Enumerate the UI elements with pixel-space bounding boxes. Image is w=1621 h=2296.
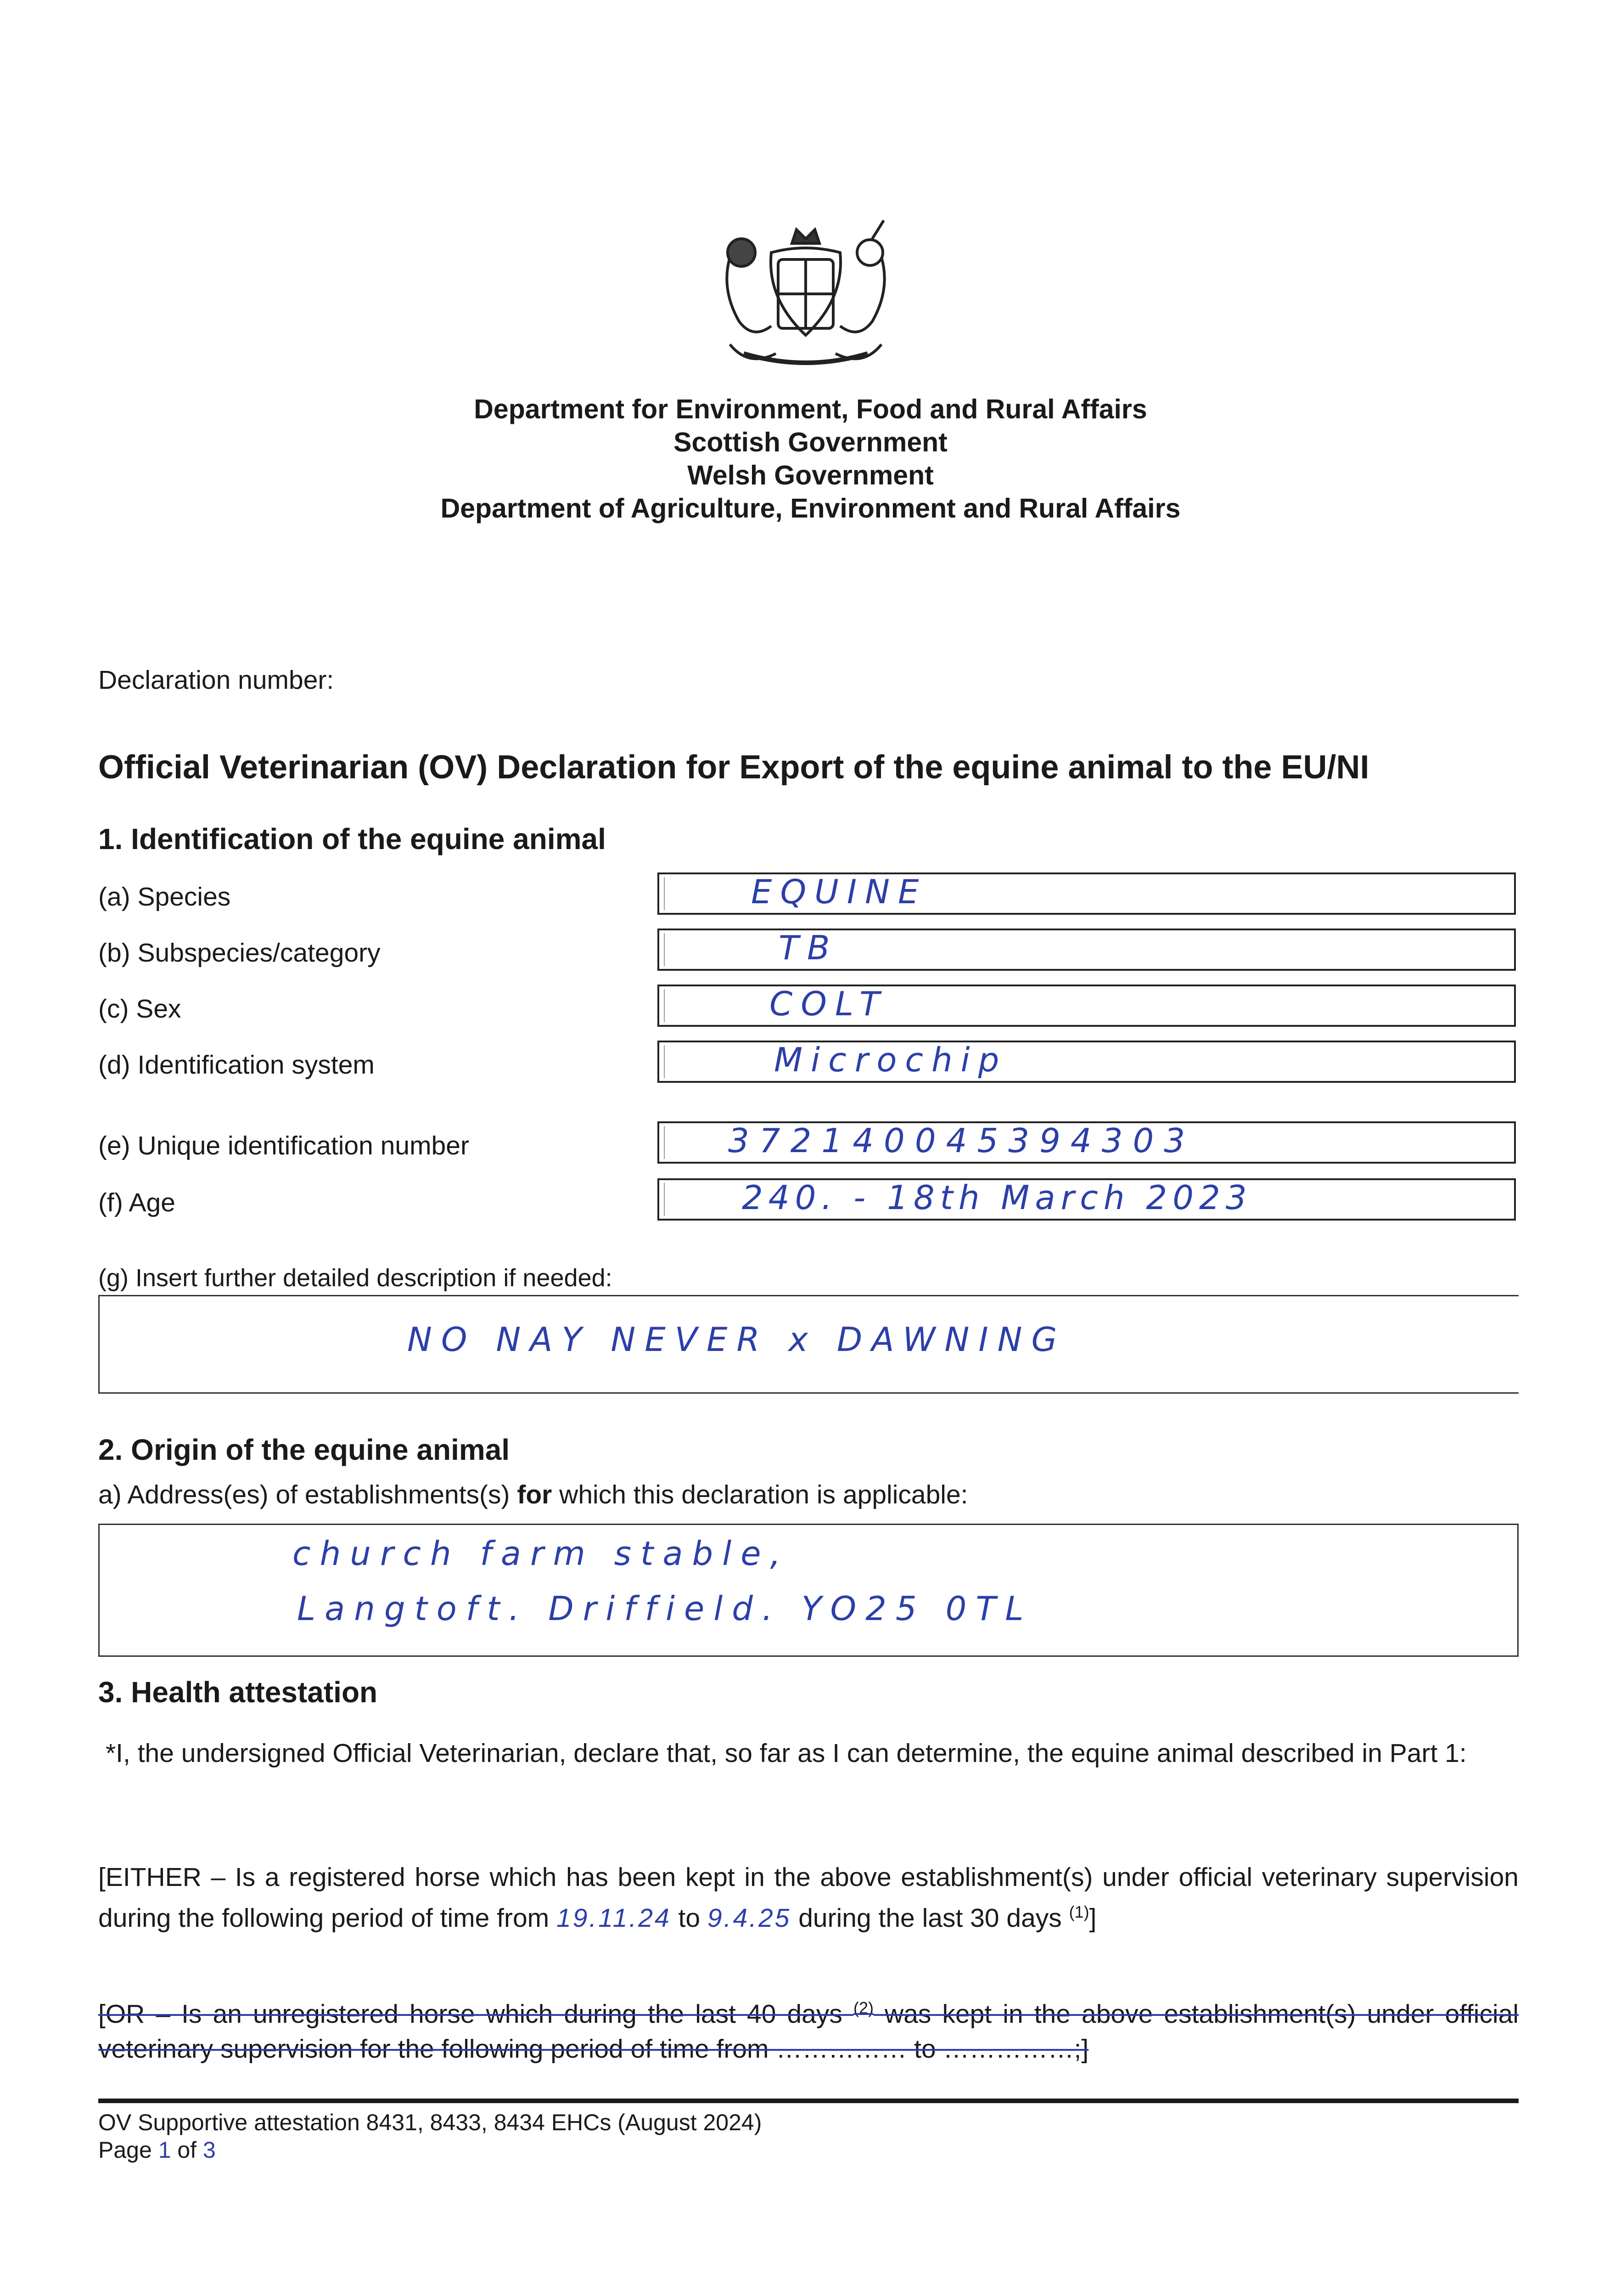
department-defra: Department for Environment, Food and Rural Affairs <box>474 394 1147 424</box>
section2-heading: 2. Origin of the equine animal <box>98 1433 510 1466</box>
page-title: Official Veterinarian (OV) Declaration for Export of the equine animal to the EU/NI <box>98 749 1369 786</box>
further-description-label: (g) Insert further detailed description if needed: <box>98 1264 612 1292</box>
page-total: 3 <box>203 2137 216 2163</box>
or-footnote-ref: (2) <box>853 1998 874 2017</box>
field-inner-rule <box>664 933 665 966</box>
field-inner-rule <box>664 1045 665 1078</box>
address-line-2: Langtoft. Driffield. YO25 0TL <box>297 1589 1033 1628</box>
identification-system-value: Microchip <box>774 1041 1008 1079</box>
field-inner-rule <box>664 1183 665 1216</box>
page-of: of <box>177 2137 197 2163</box>
either-text: [EITHER – Is a registered horse which has been kept in the above establishment(s) under official veterinary supervision during the following period of time from <box>98 1863 1519 1933</box>
address-label-pre: a) Address(es) of establishments(s) <box>98 1480 517 1509</box>
footer-attestation: OV Supportive attestation 8431, 8433, 8434 EHCs (August 2024) <box>98 2110 762 2135</box>
either-clause <box>98 1860 1519 1936</box>
sex-label: (c) Sex <box>98 994 181 1024</box>
address-label-post: which this declaration is applicable: <box>552 1480 968 1509</box>
species-value: EQUINE <box>751 872 927 911</box>
address-field[interactable] <box>98 1524 1519 1657</box>
either-to-word: to <box>678 1903 701 1933</box>
field-inner-rule <box>664 877 665 910</box>
either-post-text: during the last 30 days <box>798 1903 1062 1933</box>
either-from-value: 19.11.24 <box>556 1903 671 1933</box>
uid-label: (e) Unique identification number <box>98 1131 469 1160</box>
declaration-number-label: Declaration number: <box>98 665 334 695</box>
uid-value: 372140045394303 <box>728 1121 1195 1160</box>
species-label: (a) Species <box>98 882 231 912</box>
footer-divider <box>98 2099 1519 2103</box>
section1-heading: 1. Identification of the equine animal <box>98 822 606 855</box>
address-label-bold: for <box>517 1480 552 1509</box>
uid-field[interactable] <box>657 1121 1516 1164</box>
age-label: (f) Age <box>98 1188 175 1217</box>
species-field[interactable] <box>657 872 1516 915</box>
address-line-1: church farm stable, <box>292 1534 790 1573</box>
health-intro: *I, the undersigned Official Veterinarian, declare that, so far as I can determine, the equine animal described in Part 1: <box>106 1739 1467 1768</box>
sex-value: COLT <box>769 985 888 1023</box>
sex-field[interactable] <box>657 985 1516 1027</box>
address-label <box>98 1480 968 1510</box>
identification-system-field[interactable] <box>657 1041 1516 1083</box>
or-text-b: was kept in the above establishment(s) under official veterinary supervision for the following period of time from …………… to ……………;] <box>98 1999 1519 2064</box>
identification-system-label: (d) Identification system <box>98 1050 375 1080</box>
royal-coat-of-arms-icon <box>702 216 909 381</box>
either-close: ] <box>1089 1903 1097 1933</box>
field-inner-rule <box>664 989 665 1022</box>
department-scottish: Scottish Government <box>673 427 948 457</box>
section3-heading: 3. Health attestation <box>98 1676 378 1709</box>
subspecies-label: (b) Subspecies/category <box>98 938 381 968</box>
department-daera: Department of Agriculture, Environment and Rural Affairs <box>440 493 1181 523</box>
further-description-value: NO NAY NEVER x DAWNING <box>407 1320 1066 1359</box>
subspecies-field[interactable] <box>657 929 1516 971</box>
subspecies-value: TB <box>779 929 838 967</box>
further-description-field[interactable] <box>98 1295 1519 1394</box>
or-clause-struck <box>98 1991 1519 2066</box>
or-text-a: [OR – Is an unregistered horse which during the last 40 days <box>98 1999 842 2029</box>
page-current: 1 <box>158 2137 171 2163</box>
page-word: Page <box>98 2137 152 2163</box>
age-value: 240. - 18th March 2023 <box>742 1178 1252 1217</box>
field-inner-rule <box>664 1126 665 1159</box>
age-field[interactable] <box>657 1178 1516 1221</box>
page-number <box>98 2136 216 2164</box>
department-welsh: Welsh Government <box>687 460 934 490</box>
either-footnote-ref: (1) <box>1069 1902 1089 1921</box>
either-to-value: 9.4.25 <box>707 1903 791 1933</box>
